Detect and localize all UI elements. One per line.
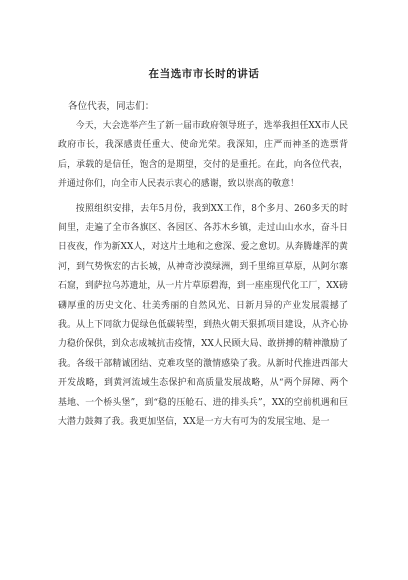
document-title: 在当选市市长时的讲话 — [148, 68, 260, 80]
paragraph: 今天，大会选举产生了新一届市政府领导班子，选举我担任XX市人民政府市长，我深感责任重大、使命光荣。我深知，庄严而神圣的选票背后，承载的是信任，饱含的是期望，交付的是重托。在此，向各位代表，并通过你们，向全市人民表示衷心的感谢，致以崇高的敬意！ — [58, 121, 348, 190]
salutation: 各位代表，同志们： — [68, 101, 155, 112]
paragraph: 按照组织安排，去年5月份，我到XX工作，8个多月、260多天的时间里，走遍了全市各旗区、各园区、各苏木乡镇，走过山山水水，奋斗日日夜夜，作为新XX人，对这片土地和之愈深、爱之愈切。从奔腾雄浑的黄河，到气势恢宏的古长城，从神奇沙漠绿洲，到千里绵亘草原，从阿尔寨石窟，到萨拉乌苏遗址，从一片片草原碧海，到一座座现代化工厂，XX磅礴厚重的历史文化、壮美秀丽的自然风光、日新月异的产业发展震撼了我。从上下同欲力促绿色低碳转型，到热火朝天狠抓项目建设，从齐心协力稳价保供，到众志成城抗击疫情，XX人民顾大局、敢拼搏的精神激励了我。各级干部精诚团结、克难攻坚的激情感染了我。从新时代推进西部大开发战略，到黄河流域生态保护和高质量发展战略，从“两个屏障、两个基地、一个桥头堡”，到“稳的压舱石、进的排头兵”，XX的空前机遇和巨大潜力鼓舞了我。我更加坚信，XX是一方大有可为的发展宝地、是一 — [58, 203, 348, 428]
document-body — [58, 117, 348, 438]
